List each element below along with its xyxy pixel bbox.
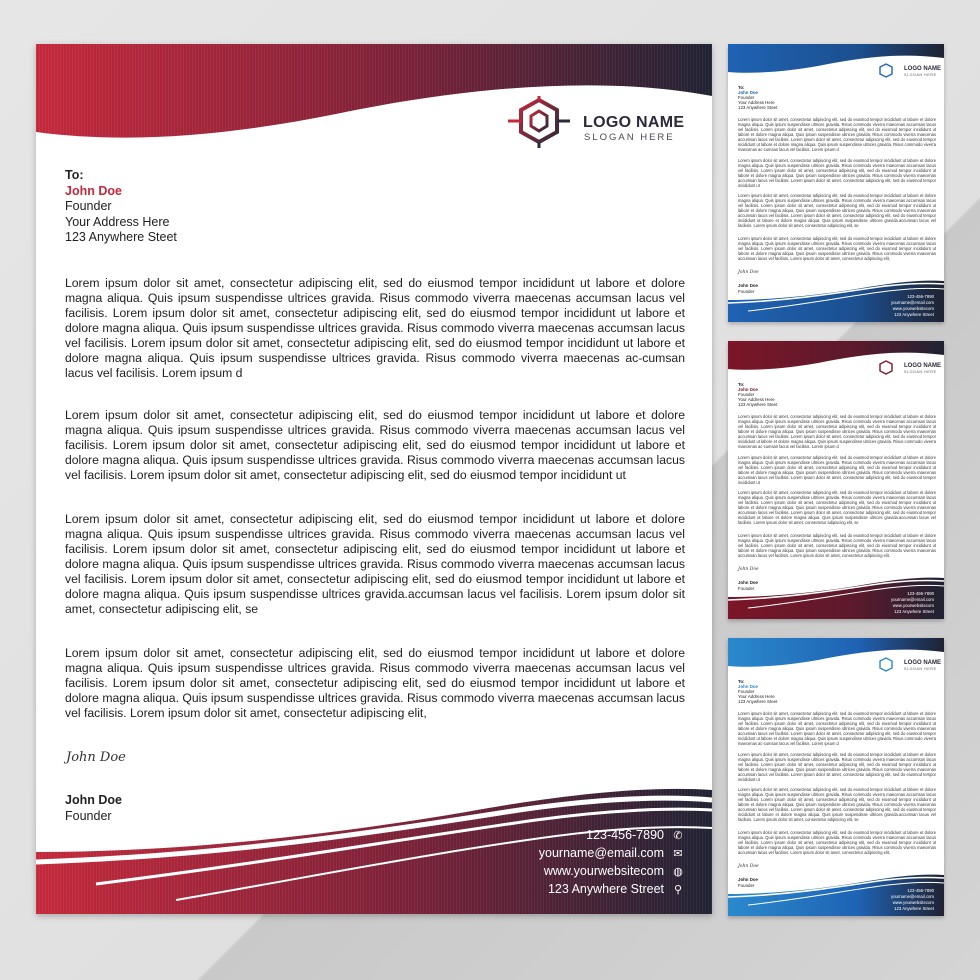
letterhead-thumbnail-blue	[728, 44, 944, 322]
body-paragraph-2: Lorem ipsum dolor sit amet, consectetur adipiscing elit, sed do eiusmod tempor incididunt ut labore et dolore magna aliqua. Quis ipsum suspendisse ultrices gravida. Risus commodo viverra maecenas accumsan lacus vel facilisis. Lorem ipsum dolor sit amet, consectetur adipiscing elit, sed do eiusmod tempor incididunt ut labore et dolore magna aliqua. Quis ipsum suspendisse ultrices gravida. Risus commodo viverra maecenas accumsan lacus vel facilisis. Lorem ipsum dolor sit amet, consectetur adipiscing elit, sed do eiusmod tempor incididunt ut	[65, 408, 685, 482]
thumbnail-paragraph-4: Lorem ipsum dolor sit amet, consectetur adipiscing elit, sed do eiusmod tempor incididunt ut labore et dolore magna aliqua. Quis ipsum suspendisse ultrices gravida. Risus commodo viverra maecenas accumsan lacus vel facilisis. Lorem ipsum dolor sit amet, consectetur adipiscing elit, sed do eiusmod tempor incididunt ut labore et dolore magna aliqua. Quis ipsum suspendisse ultrices gravida. Risus commodo viverra maecenas accumsan lacus vel facilisis. Lorem ipsum dolor sit amet, consectetur adipiscing elit,	[738, 830, 936, 855]
thumbnail-recipient-name: John Doe	[738, 684, 759, 689]
thumbnail-recipient-title: Founder	[738, 392, 755, 397]
thumbnail-recipient-address-1: Your Address Here	[738, 100, 775, 105]
thumbnail-recipient-title: Founder	[738, 95, 755, 100]
email-icon: ✉	[673, 848, 683, 860]
thumbnail-contact-email: yourname@email.com	[890, 300, 934, 305]
thumbnail-contact-address: 123 Anywhere Street	[894, 906, 934, 911]
thumbnail-contact-website: www.yourwebsitecom	[892, 306, 934, 311]
recipient-address-1: Your Address Here	[65, 214, 170, 229]
thumbnail-signature-name: John Doe	[738, 877, 759, 882]
contact-email	[539, 846, 684, 860]
thumbnail-paragraph-4: Lorem ipsum dolor sit amet, consectetur adipiscing elit, sed do eiusmod tempor incididunt ut labore et dolore magna aliqua. Quis ipsum suspendisse ultrices gravida. Risus commodo viverra maecenas accumsan lacus vel facilisis. Lorem ipsum dolor sit amet, consectetur adipiscing elit, sed do eiusmod tempor incididunt ut labore et dolore magna aliqua. Quis ipsum suspendisse ultrices gravida. Risus commodo viverra maecenas accumsan lacus vel facilisis. Lorem ipsum dolor sit amet, consectetur adipiscing elit,	[738, 533, 936, 558]
contact-phone	[586, 828, 684, 842]
thumbnail-paragraph-2: Lorem ipsum dolor sit amet, consectetur adipiscing elit, sed do eiusmod tempor incididunt ut labore et dolore magna aliqua. Quis ipsum suspendisse ultrices gravida. Risus commodo viverra maecenas accumsan lacus vel facilisis. Lorem ipsum dolor sit amet, consectetur adipiscing elit, sed do eiusmod tempor incididunt ut labore et dolore magna aliqua. Quis ipsum suspendisse ultrices gravida. Risus commodo viverra maecenas accumsan lacus vel facilisis. Lorem ipsum dolor sit amet, consectetur adipiscing elit, sed do eiusmod tempor incididunt ut	[738, 158, 936, 188]
letterhead-thumbnail-light-blue	[728, 638, 944, 916]
thumbnail-recipient-address-2: 123 Anywhere Steet	[738, 105, 778, 110]
thumbnail-contact-email: yourname@email.com	[890, 597, 934, 602]
contact-address-text: 123 Anywhere Street	[547, 882, 664, 896]
letterhead-main	[36, 44, 712, 914]
thumbnail-recipient-name: John Doe	[738, 90, 759, 95]
thumbnail-paragraph-2: Lorem ipsum dolor sit amet, consectetur adipiscing elit, sed do eiusmod tempor incididunt ut labore et dolore magna aliqua. Quis ipsum suspendisse ultrices gravida. Risus commodo viverra maecenas accumsan lacus vel facilisis. Lorem ipsum dolor sit amet, consectetur adipiscing elit, sed do eiusmod tempor incididunt ut labore et dolore magna aliqua. Quis ipsum suspendisse ultrices gravida. Risus commodo viverra maecenas accumsan lacus vel facilisis. Lorem ipsum dolor sit amet, consectetur adipiscing elit, sed do eiusmod tempor incididunt ut	[738, 752, 936, 782]
recipient-block	[65, 168, 177, 246]
letterhead-thumbnail-maroon	[728, 341, 944, 619]
thumbnail-contact-phone: 123-456-7890	[907, 888, 934, 893]
thumbnail-paragraph-2: Lorem ipsum dolor sit amet, consectetur adipiscing elit, sed do eiusmod tempor incididunt ut labore et dolore magna aliqua. Quis ipsum suspendisse ultrices gravida. Risus commodo viverra maecenas accumsan lacus vel facilisis. Lorem ipsum dolor sit amet, consectetur adipiscing elit, sed do eiusmod tempor incididunt ut labore et dolore magna aliqua. Quis ipsum suspendisse ultrices gravida. Risus commodo viverra maecenas accumsan lacus vel facilisis. Lorem ipsum dolor sit amet, consectetur adipiscing elit, sed do eiusmod tempor incididunt ut	[738, 455, 936, 485]
thumbnail-signature-title: Founder	[738, 586, 755, 591]
thumbnail-paragraph-3: Lorem ipsum dolor sit amet, consectetur adipiscing elit, sed do eiusmod tempor incididunt ut labore et dolore magna aliqua. Quis ipsum suspendisse ultrices gravida. Risus commodo viverra maecenas accumsan lacus vel facilisis. Lorem ipsum dolor sit amet, consectetur adipiscing elit, sed do eiusmod tempor incididunt ut labore et dolore magna aliqua. Quis ipsum suspendisse ultrices gravida. Risus commodo viverra maecenas accumsan lacus vel facilisis. Lorem ipsum dolor sit amet, consectetur adipiscing elit, sed do eiusmod tempor incididunt ut labore et dolore magna aliqua. Quis ipsum suspendisse ultrices gravida.accumsan lacus vel facilisis. Lorem ipsum dolor sit amet, consectetur adipiscing elit, se	[738, 490, 936, 525]
thumbnail-contact-address: 123 Anywhere Street	[894, 609, 934, 614]
thumbnail-paragraph-3: Lorem ipsum dolor sit amet, consectetur adipiscing elit, sed do eiusmod tempor incididunt ut labore et dolore magna aliqua. Quis ipsum suspendisse ultrices gravida. Risus commodo viverra maecenas accumsan lacus vel facilisis. Lorem ipsum dolor sit amet, consectetur adipiscing elit, sed do eiusmod tempor incididunt ut labore et dolore magna aliqua. Quis ipsum suspendisse ultrices gravida. Risus commodo viverra maecenas accumsan lacus vel facilisis. Lorem ipsum dolor sit amet, consectetur adipiscing elit, sed do eiusmod tempor incididunt ut labore et dolore magna aliqua. Quis ipsum suspendisse ultrices gravida.accumsan lacus vel facilisis. Lorem ipsum dolor sit amet, consectetur adipiscing elit, se	[738, 787, 936, 822]
thumbnail-contact-website: www.yourwebsitecom	[892, 900, 934, 905]
thumbnail-paragraph-1: Lorem ipsum dolor sit amet, consectetur adipiscing elit, sed do eiusmod tempor incididunt ut labore et dolore magna aliqua. Quis ipsum suspendisse ultrices gravida. Risus commodo viverra maecenas accumsan lacus vel facilisis. Lorem ipsum dolor sit amet, consectetur adipiscing elit, sed do eiusmod tempor incididunt ut labore et dolore magna aliqua. Quis ipsum suspendisse ultrices gravida. Risus commodo viverra maecenas accumsan lacus vel facilisis. Lorem ipsum dolor sit amet, consectetur adipiscing elit, sed do eiusmod tempor incididunt ut labore et dolore magna aliqua. Quis ipsum suspendisse ultrices gravida. Risus commodo viverra maecenas ac-cumsan lacus vel facilisis. Lorem ipsum d	[738, 117, 936, 152]
thumbnail-recipient-address-1: Your Address Here	[738, 397, 775, 402]
signature-name: John Doe	[65, 793, 122, 807]
contact-email-text: yourname@email.com	[538, 846, 664, 860]
thumbnail-signature-title: Founder	[738, 883, 755, 888]
contact-website-text: www.yourwebsitecom	[543, 864, 664, 878]
thumbnail-contact-phone: 123-456-7890	[907, 294, 934, 299]
thumbnail-signature-name: John Doe	[738, 283, 759, 288]
thumbnail-recipient-block	[738, 679, 777, 704]
to-label: To:	[65, 168, 84, 182]
thumbnail-to-label: To:	[738, 85, 745, 90]
thumbnail-to-label: To:	[738, 679, 745, 684]
thumbnail-paragraph-3: Lorem ipsum dolor sit amet, consectetur adipiscing elit, sed do eiusmod tempor incididunt ut labore et dolore magna aliqua. Quis ipsum suspendisse ultrices gravida. Risus commodo viverra maecenas accumsan lacus vel facilisis. Lorem ipsum dolor sit amet, consectetur adipiscing elit, sed do eiusmod tempor incididunt ut labore et dolore magna aliqua. Quis ipsum suspendisse ultrices gravida. Risus commodo viverra maecenas accumsan lacus vel facilisis. Lorem ipsum dolor sit amet, consectetur adipiscing elit, sed do eiusmod tempor incididunt ut labore et dolore magna aliqua. Quis ipsum suspendisse ultrices gravida.accumsan lacus vel facilisis. Lorem ipsum dolor sit amet, consectetur adipiscing elit, se	[738, 193, 936, 228]
thumbnail-contact-email: yourname@email.com	[890, 894, 934, 899]
thumbnail-contact-phone: 123-456-7890	[907, 591, 934, 596]
globe-icon: ◍	[673, 866, 683, 878]
contact-phone-text: 123-456-7890	[586, 828, 664, 842]
thumbnail-logo-slogan: SLOGAN HERE	[904, 667, 937, 671]
thumbnail-signature-script: John Doe	[738, 864, 759, 869]
thumbnail-recipient-block	[738, 85, 777, 110]
thumbnail-contact-address: 123 Anywhere Street	[894, 312, 934, 317]
signature-script: John Doe	[66, 750, 126, 765]
recipient-title: Founder	[65, 199, 112, 213]
thumbnail-paragraph-1: Lorem ipsum dolor sit amet, consectetur adipiscing elit, sed do eiusmod tempor incididunt ut labore et dolore magna aliqua. Quis ipsum suspendisse ultrices gravida. Risus commodo viverra maecenas accumsan lacus vel facilisis. Lorem ipsum dolor sit amet, consectetur adipiscing elit, sed do eiusmod tempor incididunt ut labore et dolore magna aliqua. Quis ipsum suspendisse ultrices gravida. Risus commodo viverra maecenas accumsan lacus vel facilisis. Lorem ipsum dolor sit amet, consectetur adipiscing elit, sed do eiusmod tempor incididunt ut labore et dolore magna aliqua. Quis ipsum suspendisse ultrices gravida. Risus commodo viverra maecenas ac-cumsan lacus vel facilisis. Lorem ipsum d	[738, 414, 936, 449]
thumbnail-signature-script: John Doe	[738, 567, 759, 572]
body-paragraph-4: Lorem ipsum dolor sit amet, consectetur adipiscing elit, sed do eiusmod tempor incididunt ut labore et dolore magna aliqua. Quis ipsum suspendisse ultrices gravida. Risus commodo viverra maecenas accumsan lacus vel facilisis. Lorem ipsum dolor sit amet, consectetur adipiscing elit, sed do eiusmod tempor incididunt ut labore et dolore magna aliqua. Quis ipsum suspendisse ultrices gravida. Risus commodo viverra maecenas accumsan lacus vel facilisis. Lorem ipsum dolor sit amet, consectetur adipiscing elit,	[65, 646, 685, 720]
logo-name: LOGO NAME	[583, 114, 685, 131]
phone-icon: ✆	[673, 830, 683, 842]
thumbnail-signature-title: Founder	[738, 289, 755, 294]
body-paragraph-1: Lorem ipsum dolor sit amet, consectetur adipiscing elit, sed do eiusmod tempor incididunt ut labore et dolore magna aliqua. Quis ipsum suspendisse ultrices gravida. Risus commodo viverra maecenas accumsan lacus vel facilisis. Lorem ipsum dolor sit amet, consectetur adipiscing elit, sed do eiusmod tempor incididunt ut labore et dolore magna aliqua. Quis ipsum suspendisse ultrices gravida. Risus commodo viverra maecenas accumsan lacus vel facilisis. Lorem ipsum dolor sit amet, consectetur adipiscing elit, sed do eiusmod tempor incididunt ut labore et dolore magna aliqua. Quis ipsum suspendisse ultrices gravida. Risus commodo viverra maecenas ac-cumsan lacus vel facilisis. Lorem ipsum d	[65, 276, 685, 380]
thumbnail-signature-name: John Doe	[738, 580, 759, 585]
thumbnail-paragraph-1: Lorem ipsum dolor sit amet, consectetur adipiscing elit, sed do eiusmod tempor incididunt ut labore et dolore magna aliqua. Quis ipsum suspendisse ultrices gravida. Risus commodo viverra maecenas accumsan lacus vel facilisis. Lorem ipsum dolor sit amet, consectetur adipiscing elit, sed do eiusmod tempor incididunt ut labore et dolore magna aliqua. Quis ipsum suspendisse ultrices gravida. Risus commodo viverra maecenas accumsan lacus vel facilisis. Lorem ipsum dolor sit amet, consectetur adipiscing elit, sed do eiusmod tempor incididunt ut labore et dolore magna aliqua. Quis ipsum suspendisse ultrices gravida. Risus commodo viverra maecenas ac-cumsan lacus vel facilisis. Lorem ipsum d	[738, 711, 936, 746]
contact-website	[544, 864, 684, 878]
thumbnail-to-label: To:	[738, 382, 745, 387]
thumbnail-recipient-name: John Doe	[738, 387, 759, 392]
thumbnail-logo-name: LOGO NAME	[904, 363, 941, 369]
thumbnail-contact-website: www.yourwebsitecom	[892, 603, 934, 608]
location-pin-icon: ⚲	[673, 884, 683, 896]
thumbnail-logo-slogan: SLOGAN HERE	[904, 73, 937, 77]
logo-slogan: SLOGAN HERE	[584, 132, 675, 143]
thumbnail-recipient-address-2: 123 Anywhere Steet	[738, 402, 778, 407]
thumbnail-recipient-address-1: Your Address Here	[738, 694, 775, 699]
thumbnail-logo-slogan: SLOGAN HERE	[904, 370, 937, 374]
hexagon-logo-icon	[504, 96, 574, 148]
signature-title: Founder	[65, 809, 112, 823]
body-paragraph-3: Lorem ipsum dolor sit amet, consectetur adipiscing elit, sed do eiusmod tempor incididunt ut labore et dolore magna aliqua. Quis ipsum suspendisse ultrices gravida. Risus commodo viverra maecenas accumsan lacus vel facilisis. Lorem ipsum dolor sit amet, consectetur adipiscing elit, sed do eiusmod tempor incididunt ut labore et dolore magna aliqua. Quis ipsum suspendisse ultrices gravida. Risus commodo viverra maecenas accumsan lacus vel facilisis. Lorem ipsum dolor sit amet, consectetur adipiscing elit, sed do eiusmod tempor incididunt ut labore et dolore magna aliqua. Quis ipsum suspendisse ultrices gravida.accumsan lacus vel facilisis. Lorem ipsum dolor sit amet, consectetur adipiscing elit, se	[65, 512, 685, 616]
thumbnail-paragraph-4: Lorem ipsum dolor sit amet, consectetur adipiscing elit, sed do eiusmod tempor incididunt ut labore et dolore magna aliqua. Quis ipsum suspendisse ultrices gravida. Risus commodo viverra maecenas accumsan lacus vel facilisis. Lorem ipsum dolor sit amet, consectetur adipiscing elit, sed do eiusmod tempor incididunt ut labore et dolore magna aliqua. Quis ipsum suspendisse ultrices gravida. Risus commodo viverra maecenas accumsan lacus vel facilisis. Lorem ipsum dolor sit amet, consectetur adipiscing elit,	[738, 236, 936, 261]
thumbnail-logo-name: LOGO NAME	[904, 660, 941, 666]
thumbnail-logo-name: LOGO NAME	[904, 66, 941, 72]
logo	[504, 96, 712, 148]
thumbnail-recipient-address-2: 123 Anywhere Steet	[738, 699, 778, 704]
thumbnail-recipient-block	[738, 382, 777, 407]
thumbnail-recipient-title: Founder	[738, 689, 755, 694]
contact-address	[548, 882, 684, 896]
recipient-address-2: 123 Anywhere Steet	[65, 230, 177, 244]
thumbnail-signature-script: John Doe	[738, 270, 759, 275]
recipient-name: John Doe	[65, 183, 122, 198]
